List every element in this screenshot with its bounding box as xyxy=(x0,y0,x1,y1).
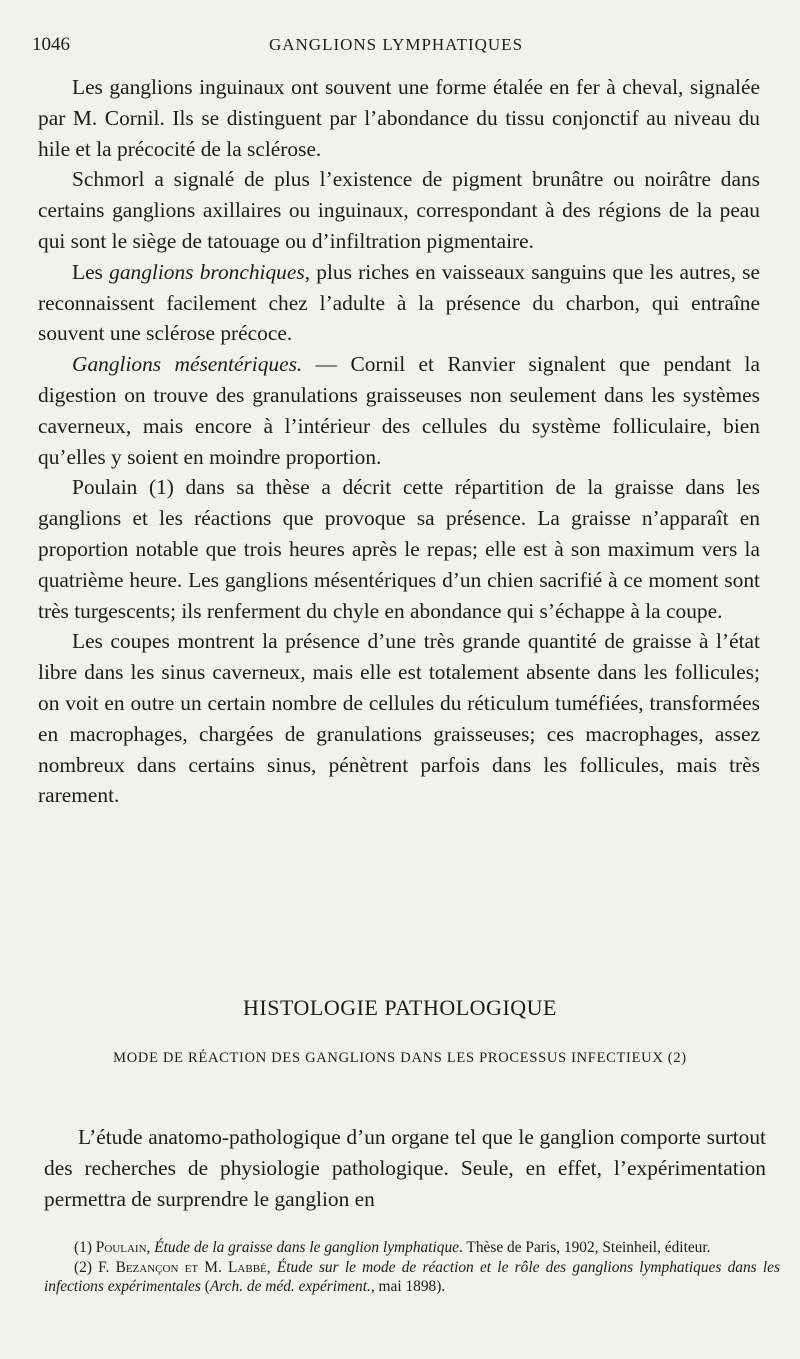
paragraph-poulain: Poulain (1) dans sa thèse a décrit cette répartition de la graisse dans les ganglions et les réactions que provoque sa présence. La graisse n’apparaît en proportion notable que trois heures après le repas; elle est à son maximum vers la quatrième heure. Les ganglions mésentériques d’un chien sacrifié à ce moment sont très turgescents; ils renferment du chyle en abondance qui s’échappe à la coupe. xyxy=(38,475,760,623)
paragraph-text: — Cornil et Ranvier signalent que pendant la digestion on trouve des granulations graisseuses non seulement dans les systèmes caverneux, mais encore à l’intérieur des cellules du système folliculaire, bien qu’elles y soient en moindre proportion. xyxy=(38,352,760,469)
footnotes xyxy=(44,1238,780,1297)
footnote-author: F. Bezançon et M. Labbé xyxy=(98,1258,267,1276)
footnote-title: Étude sur le mode de réaction et le rôle des ganglions lymphatiques dans les infections expérimentales xyxy=(44,1258,780,1295)
section-title: HISTOLOGIE PATHOLOGIQUE xyxy=(243,995,557,1020)
paragraph-text: , plus riches en vaisseaux sanguins que les autres, se reconnaissent facilement chez l’adulte à la présence du charbon, qui entraîne souvent une sclérose précoce. xyxy=(38,259,760,346)
paragraph-prefix: Les xyxy=(72,259,110,284)
footnote-journal: Arch. de méd. expériment. xyxy=(209,1278,371,1295)
running-title: GANGLIONS LYMPHATIQUES xyxy=(268,35,524,54)
body-text xyxy=(38,72,760,811)
paragraph-inguinaux: Les ganglions inguinaux ont souvent une forme étalée en fer à cheval, signalée par M. Cornil. Ils se distinguent par l’abondance du tissu conjonctif au niveau du hile et la précocité de la sclérose. xyxy=(38,75,760,161)
subsection-title: MODE DE RÉACTION DES GANGLIONS DANS LES PROCESSUS INFECTIEUX (2) xyxy=(113,1050,687,1066)
paragraph-schmorl: Schmorl a signalé de plus l’existence de pigment brunâtre ou noirâtre dans certains ganglions axillaires ou inguinaux, correspondant à des régions de la peau qui sont le siège de tatouage ou d’infiltration pigmentaire. xyxy=(38,167,760,253)
footnote-1 xyxy=(44,1238,780,1258)
paragraph-coupes: Les coupes montrent la présence d’une très grande quantité de graisse à l’état libre dans les sinus caverneux, mais elle est totalement absente dans les follicules; on voit en outre un certain nombre de cellules du réticulum tuméfiées, transformées en macrophages, chargées de granulations graisseuses; ces macrophages, assez nombreux dans certains sinus, pénètrent parfois dans les follicules, mais très rarement. xyxy=(38,629,760,808)
footnote-separator: , xyxy=(146,1239,155,1256)
paragraph-etude: L’étude anatomo-pathologique d’un organe tel que le ganglion comporte surtout des recherches de physiologie pathologique. Seule, en effet, l’expérimentation permettra de surprendre le ganglion en xyxy=(44,1125,766,1211)
footnote-marker: (2) xyxy=(74,1258,99,1276)
footnote-marker: (1) xyxy=(74,1239,96,1256)
emphasis-ganglions-bronchiques: ganglions bronchiques xyxy=(109,259,305,284)
paragraph-mesenteriques xyxy=(38,349,760,472)
footnote-rest: . Thèse de Paris, 1902, Steinheil, éditeur. xyxy=(459,1239,711,1256)
footnote-title: Étude de la graisse dans le ganglion lymphatique xyxy=(154,1239,460,1256)
page-number: 1046 xyxy=(32,34,70,55)
footnote-paren: ( xyxy=(200,1278,210,1295)
section-body-text xyxy=(44,1122,766,1214)
paragraph-bronchiques xyxy=(38,257,760,349)
page-header xyxy=(32,34,760,58)
footnote-rest: , mai 1898). xyxy=(370,1278,446,1295)
footnote-author: Poulain xyxy=(95,1239,147,1256)
emphasis-ganglions-mesenteriques: Ganglions mésentériques. xyxy=(72,352,303,377)
footnote-separator: , xyxy=(266,1258,277,1276)
footnote-2 xyxy=(44,1258,780,1297)
